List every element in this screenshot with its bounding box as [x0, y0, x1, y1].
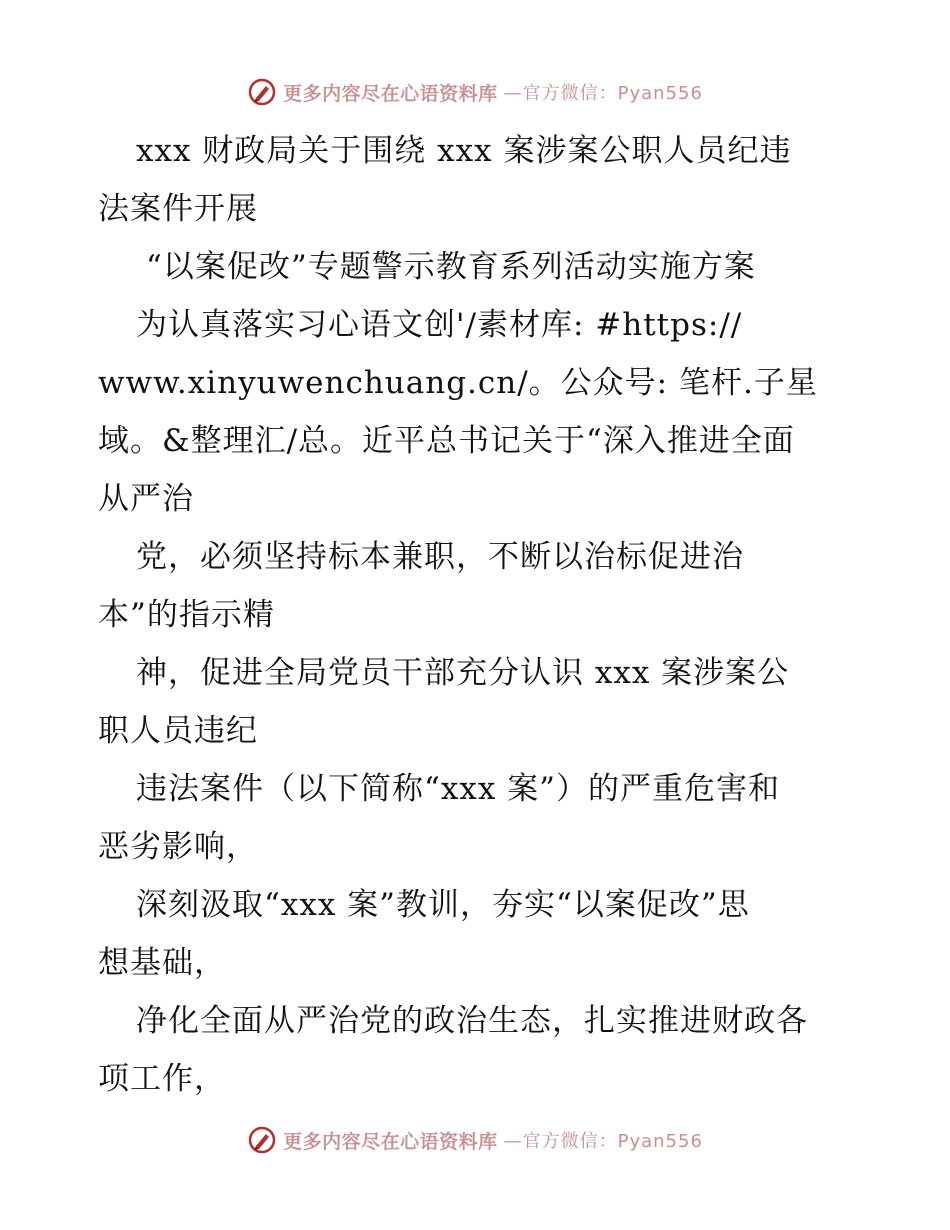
body-line: 想基础，: [98, 945, 226, 981]
body-line: 本”的指示精: [98, 597, 275, 633]
footer-banner-text: 更多内容尽在心语资料库: [283, 1130, 498, 1153]
body-line: 从严治: [98, 481, 194, 517]
body-line: 净化全面从严治党的政治生态，扎实推进财政各: [136, 1003, 808, 1039]
title-line-3: “以案促改”专题警示教育系列活动实施方案: [146, 249, 756, 285]
body-line: 党，必须坚持标本兼职，不断以治标促进治: [136, 539, 744, 575]
body-line: 职人员违纪: [98, 713, 258, 749]
header-banner-text: 更多内容尽在心语资料库: [283, 82, 498, 105]
pen-logo-icon: [247, 77, 277, 107]
body-line: 违法案件（以下简称“xxx 案”）的严重危害和: [136, 771, 780, 807]
body-line: www.xinyuwenchuang.cn/。公众号: 笔杆.子星: [98, 365, 818, 401]
body-line: 神，促进全局党员干部充分认识 xxx 案涉案公: [136, 655, 790, 691]
document-body: [98, 122, 858, 1108]
title-line-1: xxx 财政局关于围绕 xxx 案涉案公职人员纪违: [136, 133, 792, 169]
title-line-2: 法案件开展: [98, 191, 258, 227]
footer-banner: [0, 1120, 950, 1160]
header-banner-sub: —官方微信：Pyan556: [503, 83, 703, 104]
body-line: 域。&整理汇/总。近平总书记关于“深入推进全面: [98, 423, 795, 459]
footer-banner-sub: —官方微信：Pyan556: [503, 1131, 703, 1152]
body-line: 恶劣影响，: [98, 829, 258, 865]
body-line: 深刻汲取“xxx 案”教训，夯实“以案促改”思: [136, 887, 750, 923]
body-line: 为认真落实习心语文创'/素材库: #https://: [136, 307, 743, 343]
pen-logo-icon: [247, 1125, 277, 1155]
body-line: 项工作，: [98, 1061, 226, 1097]
header-banner: [0, 72, 950, 112]
